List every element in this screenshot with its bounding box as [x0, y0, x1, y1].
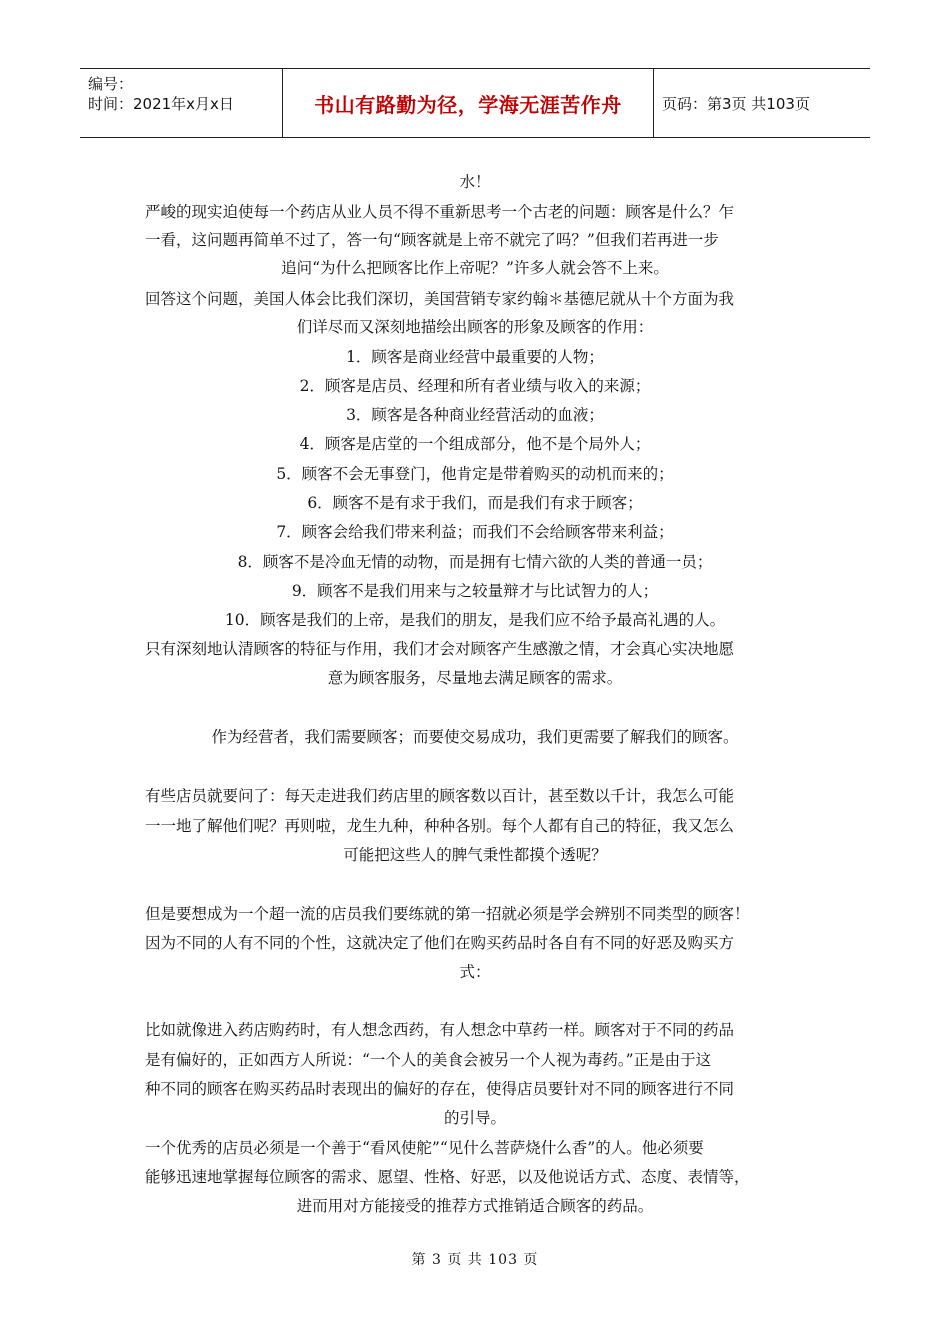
text-line: 回答这个问题，美国人体会比我们深切，美国营销专家约翰＊基德尼就从十个方面为我	[145, 290, 735, 308]
page-footer: 第 3 页 共 103 页	[411, 1252, 539, 1268]
list-item: 8．顾客不是冷血无情的动物，而是拥有七情六欲的人类的普通一员；	[237, 553, 713, 571]
text-line: 意为顾客服务，尽量地去满足顾客的需求。	[327, 669, 623, 687]
list-item: 10．顾客是我们的上帝，是我们的朋友，是我们应不给予最高礼遇的人。	[224, 611, 726, 629]
text-line: 可能把这些人的脾气秉性都摸个透呢？	[343, 846, 607, 864]
date-label: 时间：2021年x月x日	[88, 95, 234, 113]
list-item: 4．顾客是店堂的一个组成部分，他不是个局外人；	[299, 435, 651, 453]
page-info: 页码：第3页 共103页	[662, 94, 810, 113]
text-line: 是有偏好的，正如西方人所说：“一个人的美食会被另一个人视为毒药。”正是由于这	[145, 1051, 712, 1069]
text-line: 一个优秀的店员必须是一个善于“看风使舵”“见什么菩萨烧什么香”的人。他必须要	[145, 1139, 704, 1157]
list-item: 9．顾客不是我们用来与之较量辩才与比试智力的人；	[291, 582, 659, 600]
list-item: 6．顾客不是有求于我们，而是我们有求于顾客；	[307, 494, 643, 512]
list-item: 5．顾客不会无事登门，他肯定是带着购买的动机而来的；	[276, 465, 674, 483]
text-line: 严峻的现实迫使每一个药店从业人员不得不重新思考一个古老的问题：顾客是什么？乍	[145, 203, 735, 221]
text-line: 的引导。	[443, 1109, 506, 1127]
text-line: 能够迅速地掌握每位顾客的需求、愿望、性格、好恶，以及他说话方式、态度、表情等，	[145, 1168, 750, 1186]
text-line: 们详尽而又深刻地描绘出顾客的形象及顾客的作用：	[296, 318, 654, 336]
text-line: 进而用对方能接受的推荐方式推销适合顾客的药品。	[296, 1197, 654, 1215]
text-line: 水！	[459, 173, 491, 191]
list-item: 7．顾客会给我们带来利益；而我们不会给顾客带来利益；	[276, 523, 674, 541]
list-item: 3．顾客是各种商业经营活动的血液；	[346, 406, 604, 424]
text-line: 作为经营者，我们需要顾客；而要使交易成功，我们更需要了解我们的顾客。	[211, 728, 739, 746]
header-meta-cell	[80, 69, 280, 137]
text-line: 一看，这问题再简单不过了，答一句“顾客就是上帝不就完了吗？”但我们若再进一步	[145, 231, 719, 249]
text-line: 比如就像进入药店购药时，有人想念西药，有人想念中草药一样。顾客对于不同的药品	[145, 1021, 735, 1039]
page-header	[80, 68, 870, 138]
header-motto-cell	[282, 69, 654, 137]
motto: 书山有路勤为径，学海无涯苦作舟	[314, 92, 622, 117]
text-line: 一一地了解他们呢？再则啦，龙生九种，种种各别。每个人都有自己的特征，我又怎么	[145, 817, 735, 835]
list-item: 1．顾客是商业经营中最重要的人物；	[346, 348, 604, 366]
text-line: 有些店员就要问了：每天走进我们药店里的顾客数以百计，甚至数以千计，我怎么可能	[145, 787, 735, 805]
list-item: 2．顾客是店员、经理和所有者业绩与收入的来源；	[299, 377, 651, 395]
text-line: 因为不同的人有不同的个性，这就决定了他们在购买药品时各自有不同的好恶及购买方	[145, 934, 735, 952]
text-line: 种不同的顾客在购买药品时表现出的偏好的存在，使得店员要针对不同的顾客进行不同	[145, 1080, 735, 1098]
text-line: 只有深刻地认清顾客的特征与作用，我们才会对顾客产生感激之情，才会真心实决地愿	[145, 640, 735, 658]
text-line: 但是要想成为一个超一流的店员我们要练就的第一招就必须是学会辨别不同类型的顾客！	[145, 905, 750, 923]
number-label: 编号：	[88, 75, 134, 93]
text-line: 追问“为什么把顾客比作上帝呢？”许多人就会答不上来。	[281, 259, 669, 277]
header-page-cell	[654, 69, 870, 137]
text-line: 式：	[459, 963, 491, 981]
